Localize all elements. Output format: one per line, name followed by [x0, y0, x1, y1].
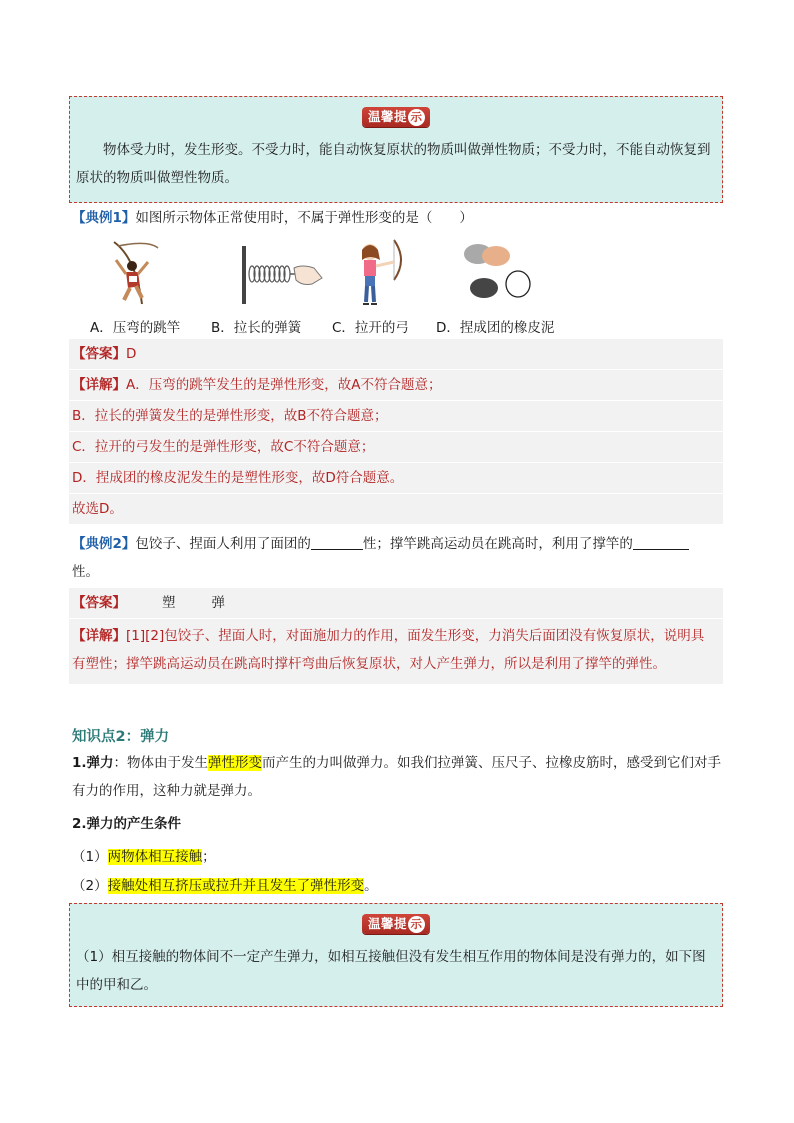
conditions-heading: 2.弹力的产生条件 [72, 816, 182, 832]
tip-box-2 [69, 903, 723, 1007]
tip-text: 物体受力时，发生形变。不受力时，能自动恢复原状的物质叫做弹性物质；不受力时，不能自动恢复到原状的物质叫做塑性物质。 [76, 142, 711, 186]
tip-box-1 [69, 96, 723, 203]
spring-image [232, 238, 324, 308]
option-c: C．拉开的弓 [332, 320, 409, 336]
tip-text: （1）相互接触的物体间不一定产生弹力，如相互接触但没有发生相互作用的物体间是没有弹力的，如下图中的甲和乙。 [76, 949, 706, 993]
section-title: 知识点2：弹力 [72, 729, 170, 745]
tip-badge: 温馨提 示 [362, 107, 430, 127]
example-1-question: 【典例1】如图所示物体正常使用时，不属于弹性形变的是（ ） [72, 210, 473, 226]
detail-row: 【详解】A．压弯的跳竿发生的是弹性形变，故A不符合题意； [69, 370, 723, 401]
options-row [90, 318, 554, 338]
example-1-answer-block [69, 339, 723, 525]
archer-girl-image [350, 238, 406, 308]
example-1-label: 【典例1】 [72, 210, 136, 226]
blank-1 [311, 535, 363, 550]
conclusion-row: 故选D。 [69, 494, 723, 525]
condition-2: （2）接触处相互挤压或拉升并且发生了弹性形变。 [72, 878, 378, 894]
elastic-force-definition: 1.弹力：物体由于发生弹性形变而产生的力叫做弹力。如我们拉弹簧、压尺子、拉橡皮筋时，感受到它们对手有力的作用，这种力就是弹力。 [72, 755, 722, 799]
example-2-answer-block [69, 588, 723, 684]
tip-badge: 温馨提 示 [362, 914, 430, 934]
detail-row: 【详解】[1][2]包饺子、捏面人时，对面施加力的作用，面发生形变，力消失后面团没有恢复原状，说明具 有塑性；撑竿跳高运动员在跳高时撑杆弯曲后恢复原状，对人产生弹力，所以是利用了撑竿的弹性。 [72, 628, 705, 672]
detail-row: C．拉开的弓发生的是弹性形变，故C不符合题意； [69, 432, 723, 463]
answer-row: 【答案】D [69, 339, 723, 370]
option-d: D．捏成团的橡皮泥 [436, 320, 555, 336]
clay-balls-image [458, 238, 534, 308]
blank-2 [633, 535, 689, 550]
option-b: B．拉长的弹簧 [211, 320, 302, 336]
detail-row: D．捏成团的橡皮泥发生的是塑性形变，故D符合题意。 [69, 463, 723, 494]
condition-1: （1）两物体相互接触； [72, 849, 216, 865]
example-2-question: 【典例2】包饺子、捏面人利用了面团的 性；撑竿跳高运动员在跳高时，利用了撑竿的 性。 [72, 530, 724, 586]
detail-row: B．拉长的弹簧发生的是弹性形变，故B不符合题意； [69, 401, 723, 432]
example-2-label: 【典例2】 [72, 536, 136, 552]
pole-vaulter-image [108, 238, 170, 308]
answer-row: 【答案】 塑 弹 [69, 588, 723, 619]
option-a: A．压弯的跳竿 [90, 320, 181, 336]
